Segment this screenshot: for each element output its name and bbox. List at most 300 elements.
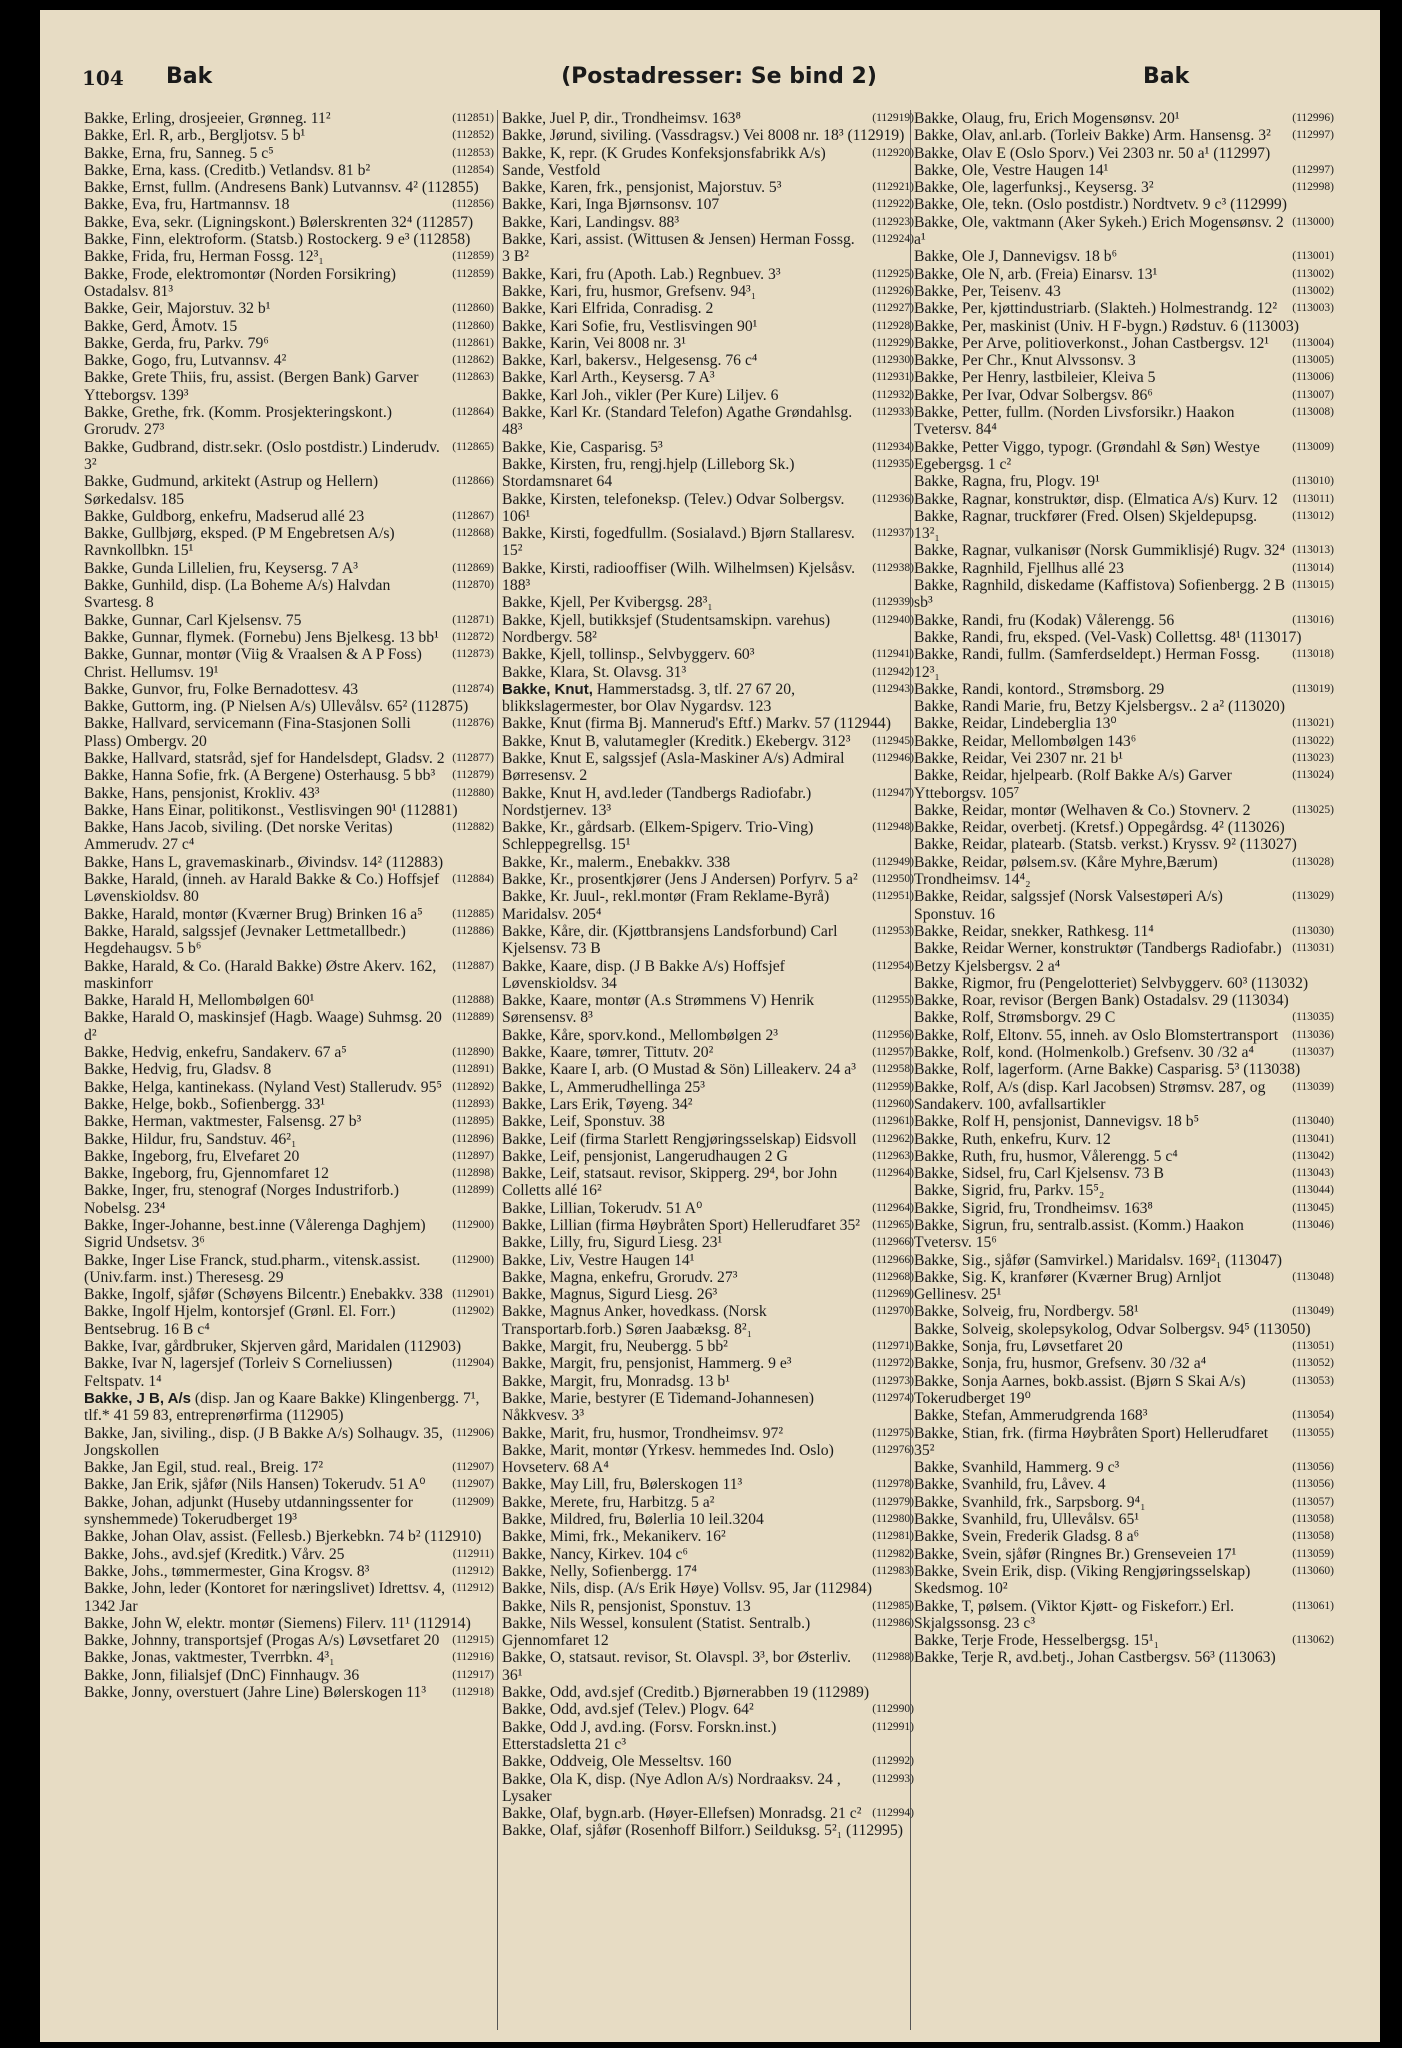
entry-text: Bakke, Kirsti, fogedfullm. (Sosialavd.) Bjørn Stallaresv. 15² xyxy=(502,525,855,560)
entry-text: Bakke, Erl. R, arb., Bergljotsv. 5 b¹ xyxy=(84,127,306,145)
entry-text: Bakke, Ivar N, lagersjef (Torleiv S Corneliussen) Feltspatv. 1⁴ xyxy=(84,1355,393,1390)
entry-text: Bakke, Gunnar, Carl Kjelsensv. 75 xyxy=(84,611,302,629)
entry-number: (112948) xyxy=(872,821,914,834)
directory-entry xyxy=(502,1771,914,1806)
entry-number: (112863) xyxy=(452,371,494,384)
directory-entry xyxy=(914,1649,1334,1666)
entry-number: (113061) xyxy=(1292,1599,1334,1612)
entry-text: Bakke, Jan, siviling., disp. (J B Bakke A/s) Solhaugv. 35, Jongskollen xyxy=(84,1424,443,1459)
directory-entry xyxy=(914,1321,1334,1338)
directory-entry xyxy=(914,318,1334,335)
entry-number: (113057) xyxy=(1292,1495,1334,1508)
entry-number: (112996) xyxy=(1292,112,1334,124)
entry-text: Bakke, Ole, lagerfunksj., Keysersg. 3² xyxy=(914,179,1154,197)
entry-number: (113059) xyxy=(1292,1547,1334,1560)
directory-entry xyxy=(502,1061,914,1078)
entry-number: (112959) xyxy=(872,1080,914,1093)
entry-text: Bakke, Margit, fru, Neubergg. 5 bb² xyxy=(502,1338,728,1356)
entry-number: (113004) xyxy=(1292,336,1334,349)
directory-entry xyxy=(84,231,494,248)
entry-text: Bakke, Mimi, frk., Mekanikerv. 16² xyxy=(502,1528,726,1546)
entry-text: Bakke, Per Arve, politioverkonst., Johan Castbergsv. 12¹ xyxy=(914,334,1270,352)
entry-text: Bakke, May Lill, fru, Bølerskogen 11³ xyxy=(502,1476,743,1494)
entry-text: Bakke, Hans Jacob, siviling. (Det norske Veritas) Ammerudv. 27 c⁴ xyxy=(84,819,393,854)
entry-number: (112971) xyxy=(872,1340,914,1353)
entry-text: Bakke, Olav, anl.arb. (Torleiv Bakke) Arm. Hansensg. 3² xyxy=(914,127,1271,145)
entry-number: (112895) xyxy=(452,1115,494,1128)
entry-number: (113014) xyxy=(1292,561,1334,574)
directory-entry xyxy=(914,196,1334,213)
directory-entry xyxy=(502,1442,914,1477)
directory-entry xyxy=(502,110,914,127)
entry-number: (113018) xyxy=(1292,648,1334,661)
entry-text: Bakke, Reidar, Lindeberglia 13⁰ xyxy=(914,715,1117,733)
directory-entry xyxy=(502,1338,914,1355)
entry-text: Bakke, Johs., avd.sjef (Kreditk.) Vårv. 25 xyxy=(84,1545,345,1563)
entry-number: (112946) xyxy=(872,751,914,764)
entry-number: (112906) xyxy=(452,1426,494,1439)
directory-entry xyxy=(84,1217,494,1252)
entry-text: Bakke, Gudmund, arkitekt (Astrup og Hellern) Sørkedalsv. 185 xyxy=(84,473,379,508)
entry-text: Bakke, Kari, fru, husmor, Grefsenv. 94³₁ xyxy=(502,282,757,300)
entry-number: (113000) xyxy=(1292,215,1334,228)
entry-text: Bakke, Kari, assist. (Wittusen & Jensen) Herman Fossg. 3 B² xyxy=(502,231,855,266)
entry-text: Bakke, Petter, fullm. (Norden Livsforsikr.) Haakon Tvetersv. 84⁴ xyxy=(914,404,1235,439)
entry-number: (113051) xyxy=(1292,1340,1334,1353)
entry-text: Bakke, Svanhild, fru, Ullevålsv. 65¹ xyxy=(914,1511,1140,1529)
directory-entry xyxy=(502,1027,914,1044)
entry-number: (112993) xyxy=(872,1772,914,1785)
directory-entry xyxy=(84,992,494,1009)
entry-text: Bakke, Gunvor, fru, Folke Bernadottesv. 43 xyxy=(84,680,359,698)
entry-number: (112877) xyxy=(452,751,494,764)
entry-text: Bakke, Knut H, avd.leder (Tandbergs Radiofabr.) Nordstjernev. 13³ xyxy=(502,784,812,819)
directory-entry xyxy=(84,1494,494,1529)
entry-number: (113006) xyxy=(1292,371,1334,384)
directory-entry xyxy=(502,612,914,647)
entry-text: Bakke, Leif, Sponstuv. 38 xyxy=(502,1113,665,1131)
entry-number: (113058) xyxy=(1292,1513,1334,1526)
directory-entry xyxy=(502,785,914,820)
directory-entry xyxy=(502,300,914,317)
entry-number: (112985) xyxy=(872,1599,914,1612)
entry-text: Bakke, Odd, avd.sjef (Telev.) Plogv. 64² xyxy=(502,1701,754,1719)
entry-number: (112974) xyxy=(872,1391,914,1404)
entry-text: Bakke, Guldborg, enkefru, Madserud allé 23 xyxy=(84,507,365,525)
entry-number: (113056) xyxy=(1292,1478,1334,1491)
entry-text: Bakke, Grete Thiis, fru, assist. (Bergen Bank) Garver Ytteborgsv. 139³ xyxy=(84,369,419,404)
entry-number: (112904) xyxy=(452,1357,494,1370)
directory-entry xyxy=(502,1822,914,1839)
entry-number: (112900) xyxy=(452,1219,494,1231)
directory-entry xyxy=(84,1096,494,1113)
directory-entry xyxy=(914,1182,1334,1199)
entry-number: (112992) xyxy=(872,1755,914,1768)
directory-entry xyxy=(914,1303,1334,1320)
entry-text: Bakke, Jonny, overstuert (Jahre Line) Bølerskogen 11³ xyxy=(84,1684,427,1702)
directory-entry xyxy=(914,1528,1334,1545)
entry-number: (112864) xyxy=(452,406,494,419)
entry-text: Bakke, Ruth, enkefru, Kurv. 12 xyxy=(914,1130,1111,1148)
entry-number: (112954) xyxy=(872,959,914,972)
directory-entry xyxy=(84,179,494,196)
entry-number: (112953) xyxy=(872,924,914,937)
entry-number: (112928) xyxy=(872,319,914,332)
entry-number: (112907) xyxy=(452,1478,494,1491)
entry-text: Bakke, Terje R, avd.betj., Johan Castbergsv. 56³ (113063) xyxy=(914,1649,1276,1667)
entry-text: Bakke, Ingeborg, fru, Gjennomfaret 12 xyxy=(84,1165,329,1183)
directory-entry xyxy=(84,335,494,352)
entry-number: (112923) xyxy=(872,215,914,228)
entry-text: Bakke, Randi, fru (Kodak) Vålerengg. 56 xyxy=(914,611,1175,629)
entry-text: Bakke, Terje Frode, Hesselbergsg. 15¹₁ xyxy=(914,1632,1160,1650)
entry-text: Bakke, Kari, fru (Apoth. Lab.) Regnbuev. 3³ xyxy=(502,265,781,283)
entry-number: (112949) xyxy=(872,855,914,868)
directory-entry xyxy=(84,785,494,802)
directory-entry xyxy=(914,335,1334,352)
entry-number: (112854) xyxy=(452,163,494,176)
entry-text: Bakke, Rolf, kond. (Holmenkolb.) Grefsenv. 30 /32 a⁴ xyxy=(914,1044,1254,1062)
entry-text: Bakke, Olaf, sjåfør (Rosenhoff Bilforr.) Seilduksg. 5²₁ (112995) xyxy=(502,1822,903,1840)
entry-text: Bakke, Hanna Sofie, frk. (A Bergene) Osterhausg. 5 bb³ xyxy=(84,767,436,785)
entry-number: (112887) xyxy=(452,959,494,972)
directory-entry xyxy=(502,179,914,196)
directory-entry xyxy=(84,127,494,144)
directory-entry xyxy=(914,179,1334,196)
entry-text: Bakke, Hans, pensjonist, Krokliv. 43³ xyxy=(84,784,320,802)
entry-text: Bakke, T, pølsem. (Viktor Kjøtt- og Fiskeforr.) Erl. Skjalgssonsg. 23 c³ xyxy=(914,1597,1235,1632)
entry-number: (112958) xyxy=(872,1063,914,1076)
directory-entry xyxy=(914,1598,1334,1633)
entry-number: (112930) xyxy=(872,354,914,367)
entry-text: Bakke, Randi, fullm. (Samferdseldept.) Herman Fossg. 12³₁ xyxy=(914,646,1260,681)
entry-number: (112981) xyxy=(872,1530,914,1543)
entry-text: Bakke, Johan, adjunkt (Huseby utdanningssenter for synshemmede) Tokerudberget 19³ xyxy=(84,1493,413,1529)
directory-entry xyxy=(914,473,1334,490)
directory-entry xyxy=(84,958,494,993)
entry-number: (113031) xyxy=(1292,942,1334,955)
directory-entry xyxy=(914,646,1334,681)
directory-entry xyxy=(84,1355,494,1390)
entry-text: Bakke, Guttorm, ing. (P Nielsen A/s) Ullevålsv. 65² (112875) xyxy=(84,698,469,716)
entry-text: Bakke, Lillian (firma Høybråten Sport) Hellerudfaret 35² xyxy=(502,1217,860,1234)
directory-entry xyxy=(502,1217,914,1234)
entry-number: (113044) xyxy=(1292,1184,1334,1197)
entry-text: Bakke, Svanhild, frk., Sarpsborg. 9⁴₁ xyxy=(914,1493,1146,1511)
entry-number: (113041) xyxy=(1292,1132,1334,1145)
entry-text: Bakke, Sonja Aarnes, bokb.assist. (Bjørn S Skai A/s) Tokerudberget 19⁰ xyxy=(914,1372,1246,1407)
entry-text: Bakke, Ragna, fru, Plogv. 19¹ xyxy=(914,473,1100,491)
entry-text: Bakke, Kåre, sporv.kond., Mellombølgen 2³ xyxy=(502,1026,778,1044)
entry-number: (112988) xyxy=(872,1651,914,1664)
entry-text: Bakke, Svein, Frederik Gladsg. 8 a⁶ xyxy=(914,1528,1140,1546)
entry-text: Bakke, Leif, pensjonist, Langerudhaugen 2 G xyxy=(502,1147,788,1165)
directory-entry xyxy=(914,1200,1334,1217)
entry-text: Bakke, Gerda, fru, Parkv. 79⁶ xyxy=(84,334,269,352)
entry-number: (112859) xyxy=(452,267,494,280)
entry-text: Bakke, Erna, fru, Sanneg. 5 c⁵ xyxy=(84,144,274,162)
entry-text: Bakke, Karin, Vei 8008 nr. 3¹ xyxy=(502,334,686,352)
entry-text: Bakke, Hallvard, servicemann (Fina-Stasjonen Solli Plass) Ombergv. 20 xyxy=(84,715,411,750)
directory-entry xyxy=(84,1563,494,1580)
entry-number: (112870) xyxy=(452,579,494,592)
directory-entry xyxy=(914,577,1334,612)
entry-text: Bakke, Hildur, fru, Sandstuv. 46²₁ xyxy=(84,1130,297,1148)
entry-number: (113003) xyxy=(1292,302,1334,315)
directory-entry xyxy=(84,1148,494,1165)
entry-number: (112937) xyxy=(872,527,914,540)
entry-text: Bakke, Randi Marie, fru, Betzy Kjelsbergsv.. 2 a² (113020) xyxy=(914,698,1285,716)
entry-number: (112862) xyxy=(452,354,494,367)
directory-entry xyxy=(502,439,914,456)
entry-text: Bakke, Margit, fru, pensjonist, Hammerg. 9 e³ xyxy=(502,1355,792,1373)
entry-number: (112897) xyxy=(452,1149,494,1162)
entry-text: Bakke, Ingolf Hjelm, kontorsjef (Grønl. El. Forr.) Bentsebrug. 16 B c⁴ xyxy=(84,1303,396,1338)
entry-text: Bakke, Svein, sjåfør (Ringnes Br.) Grenseveien 17¹ xyxy=(914,1545,1237,1563)
directory-entry xyxy=(502,491,914,526)
entry-number: (112880) xyxy=(452,786,494,799)
entry-text: Bakke, Gunda Lillelien, fru, Keysersg. 7 A³ xyxy=(84,559,358,577)
directory-entry xyxy=(502,456,914,491)
entry-number: (112983) xyxy=(872,1564,914,1577)
directory-entry xyxy=(502,1684,914,1701)
directory-entry xyxy=(914,1165,1334,1182)
entry-number: (112899) xyxy=(452,1184,494,1197)
entry-text: Bakke, Ragnar, truckfører (Fred. Olsen) Skjeldерupsg. 13²₁ xyxy=(914,507,1258,543)
directory-entry xyxy=(502,681,914,716)
directory-entry xyxy=(502,387,914,404)
entry-text: Bakke, Ole N, arb. (Freia) Einarsv. 13¹ xyxy=(914,265,1158,283)
entry-text: Bakke, Olav E (Oslo Sporv.) Vei 2303 nr. 50 a¹ (112997) xyxy=(914,144,1271,162)
directory-entry xyxy=(84,906,494,923)
entry-text: Bakke, Sigrid, fru, Parkv. 15⁵₂ xyxy=(914,1182,1105,1200)
entry-text: Bakke, Jonas, vaktmester, Tverrbkn. 4³₁ xyxy=(84,1649,335,1667)
entry-text: Bakke, Kari Sofie, fru, Vestlisvingen 90¹ xyxy=(502,317,758,335)
directory-entry xyxy=(502,958,914,993)
directory-entry xyxy=(914,145,1334,162)
entry-number: (112933) xyxy=(872,406,914,419)
entry-text: Bakke, Karen, frk., pensjonist, Majorstuv. 5³ xyxy=(502,179,782,197)
directory-entry xyxy=(84,1131,494,1148)
entry-text: Bakke, J B, A/s (disp. Jan og Kaare Bakke) Klingenbergg. 7¹, tlf.* 41 59 83, entreprenørfirma (112905) xyxy=(84,1389,480,1425)
directory-entry xyxy=(502,646,914,663)
entry-text: Bakke, Svanhild, fru, Låvev. 4 xyxy=(914,1476,1106,1494)
entry-text: Bakke, Liv, Vestre Haugen 14¹ xyxy=(502,1251,695,1269)
entry-number: (113043) xyxy=(1292,1167,1334,1180)
entry-text: Bakke, Gunhild, disp. (La Boheme A/s) Halvdan Svartesg. 8 xyxy=(84,577,391,612)
entry-number: (112979) xyxy=(872,1495,914,1508)
entry-number: (112912) xyxy=(452,1582,494,1595)
entry-text: Bakke, Svanhild, Hammerg. 9 c³ xyxy=(914,1459,1120,1477)
directory-entry xyxy=(84,1252,494,1287)
entry-text: Bakke, Harald, & Co. (Harald Bakke) Østre Akerv. 162, maskinforr xyxy=(84,957,437,992)
entry-number: (113055) xyxy=(1292,1426,1334,1439)
entry-text: Bakke, Kaare I, arb. (O Mustad & Sön) Lilleakerv. 24 a³ xyxy=(502,1061,856,1079)
entry-text: Bakke, Marit, montør (Yrkesv. hemmedes Ind. Oslo) Hovseterv. 68 A⁴ xyxy=(502,1441,834,1477)
directory-entry xyxy=(914,1476,1334,1493)
entry-number: (112934) xyxy=(872,440,914,453)
directory-entry xyxy=(502,196,914,213)
directory-entry xyxy=(84,923,494,958)
column-divider xyxy=(497,110,498,2030)
directory-entry xyxy=(502,1252,914,1269)
directory-entry xyxy=(914,214,1334,249)
entry-text: Bakke, Rigmor, fru (Pengelotteriet) Selvbyggerv. 60³ (113032) xyxy=(914,974,1309,992)
directory-entry xyxy=(84,404,494,439)
header-right-keyword: Bak xyxy=(1143,64,1190,89)
entry-text: Bakke, Frode, elektromontør (Norden Forsikring) Ostadalsv. 81³ xyxy=(84,265,396,300)
entry-text: Bakke, Eva, sekr. (Ligningskont.) Bølerskrenten 32⁴ (112857) xyxy=(84,213,474,231)
entry-text: Bakke, Inger Lise Franck, stud.pharm., vitensk.assist. (Univ.farm. inst.) Theresesg. 29 xyxy=(84,1251,421,1286)
entry-text: Bakke, Harald, (inneh. av Harald Bakke & Co.) Hoffsjef Løvenskioldsv. 80 xyxy=(84,871,440,906)
entry-number: (112961) xyxy=(872,1115,914,1128)
header-center-title: (Postadresser: Se bind 2) xyxy=(561,64,877,89)
directory-entry xyxy=(502,888,914,923)
directory-entry xyxy=(914,1217,1334,1252)
entry-text: Bakke, Jørund, siviling. (Vassdragsv.) Vei 8008 nr. 18³ (112919) xyxy=(502,127,905,145)
directory-entry xyxy=(914,1131,1334,1148)
directory-entry xyxy=(502,1355,914,1372)
entry-number: (113024) xyxy=(1292,769,1334,782)
entry-number: (112969) xyxy=(872,1288,914,1301)
entry-text: Bakke, Hallvard, statsråd, sjef for Handelsdept, Gladsv. 2 xyxy=(84,749,445,767)
entry-number: (112997) xyxy=(1292,163,1334,176)
directory-entry xyxy=(502,733,914,750)
entry-text: Bakke, Kari, Inga Bjørnsonsv. 107 xyxy=(502,196,720,214)
entry-text: Bakke, Reidar, hjelpearb. (Rolf Bakke A/s) Garver Ytteborgsv. 105⁷ xyxy=(914,767,1232,802)
entry-text: Bakke, Grethe, frk. (Komm. Prosjekteringskont.) Grorudv. 27³ xyxy=(84,404,393,439)
entry-number: (113049) xyxy=(1292,1305,1334,1318)
entry-number: (113002) xyxy=(1292,267,1334,280)
directory-entry xyxy=(502,1649,914,1684)
directory-entry xyxy=(502,1269,914,1286)
entry-text: Bakke, Kari Elfrida, Conradisg. 2 xyxy=(502,300,714,318)
entry-number: (112966) xyxy=(872,1253,914,1266)
entry-number: (113037) xyxy=(1292,1046,1334,1059)
entry-number: (112964) xyxy=(872,1201,914,1214)
entry-number: (112927) xyxy=(872,302,914,315)
entry-text: Bakke, Kari, Landingsv. 88³ xyxy=(502,213,680,231)
directory-entry xyxy=(84,681,494,698)
entry-number: (113045) xyxy=(1292,1201,1334,1214)
directory-entry xyxy=(84,145,494,162)
entry-text: Bakke, Svein Erik, disp. (Viking Rengjøringsselskap) Skedsmog. 10² xyxy=(914,1562,1251,1598)
directory-entry xyxy=(84,1061,494,1078)
entry-number: (112859) xyxy=(452,250,494,263)
entry-text: Bakke, Oddveig, Ole Messeltsv. 160 xyxy=(502,1753,732,1771)
entry-number: (112994) xyxy=(872,1807,914,1820)
directory-entry xyxy=(502,1563,914,1580)
entry-text: Bakke, Ragnar, konstruktør, disp. (Elmatica A/s) Kurv. 12 xyxy=(914,490,1278,508)
directory-entry xyxy=(502,283,914,300)
directory-entry xyxy=(914,387,1334,404)
directory-entry xyxy=(914,992,1334,1009)
listing-column-3 xyxy=(914,110,1334,1667)
entry-text: Bakke, Mildred, fru, Bølerlia 10 leil.3204 xyxy=(502,1511,764,1529)
directory-entry xyxy=(914,802,1334,819)
entry-text: Bakke, Kr., gårdsarb. (Elkem-Spigerv. Trio-Ving) Schleppegrellsg. 15¹ xyxy=(502,819,814,854)
entry-text: Bakke, Marie, bestyrer (E Tidemand-Johannesen) Nåkkvesv. 3³ xyxy=(502,1389,814,1425)
entry-number: (112921) xyxy=(872,181,914,194)
directory-entry xyxy=(914,1148,1334,1165)
entry-text: Bakke, Helge, bokb., Sofienbergg. 33¹ xyxy=(84,1095,325,1113)
entry-number: (113040) xyxy=(1292,1115,1334,1128)
entry-number: (112936) xyxy=(872,492,914,505)
directory-entry xyxy=(914,975,1334,992)
entry-text: Bakke, Helga, kantinekass. (Nyland Vest) Stallerudv. 95⁵ xyxy=(84,1078,442,1096)
entry-text: Bakke, John, leder (Kontoret for næringslivet) Idrettsv. 4, 1342 Jar xyxy=(84,1580,446,1615)
entry-text: Bakke, Kjell, Per Kvibergsg. 28³₁ xyxy=(502,594,713,612)
entry-number: (112929) xyxy=(872,336,914,349)
entry-text: Bakke, Sigrun, fru, sentralb.assist. (Komm.) Haakon Tvetersv. 15⁶ xyxy=(914,1217,1244,1252)
entry-number: (112885) xyxy=(452,907,494,920)
entry-number: (113048) xyxy=(1292,1270,1334,1283)
entry-text: Bakke, Knut (firma Bj. Mannerud's Eftf.) Markv. 57 (112944) xyxy=(502,715,891,733)
entry-number: (112963) xyxy=(872,1149,914,1162)
directory-entry xyxy=(914,733,1334,750)
entry-number: (112966) xyxy=(872,1236,914,1249)
directory-entry xyxy=(914,1338,1334,1355)
directory-entry xyxy=(502,560,914,595)
directory-entry xyxy=(914,508,1334,543)
entry-text: Bakke, Per Chr., Knut Alvssonsv. 3 xyxy=(914,352,1136,370)
entry-text: Bakke, Harald, salgssjef (Jevnaker Lettmetallbedr.) Hegdehaugsv. 5 b⁶ xyxy=(84,922,406,958)
directory-entry xyxy=(502,266,914,283)
entry-text: Bakke, Rolf, A/s (disp. Karl Jacobsen) Strømsv. 287, og Sandakerv. 100, avfallsartikler xyxy=(914,1078,1266,1113)
entry-text: Bakke, Sonja, fru, Løvsetfaret 20 xyxy=(914,1338,1123,1356)
entry-text: Bakke, Per Ivar, Odvar Solbergsv. 86⁶ xyxy=(914,386,1153,404)
entry-number: (112935) xyxy=(872,457,914,470)
entry-number: (112876) xyxy=(452,717,494,730)
entry-text: Bakke, Roar, revisor (Bergen Bank) Ostadalsv. 29 (113034) xyxy=(914,992,1289,1010)
directory-entry xyxy=(84,1528,494,1545)
directory-entry xyxy=(84,266,494,301)
entry-number: (113010) xyxy=(1292,475,1334,488)
entry-number: (112926) xyxy=(872,284,914,297)
entry-number: (112941) xyxy=(872,648,914,661)
entry-number: (113008) xyxy=(1292,406,1334,419)
directory-entry xyxy=(502,819,914,854)
entry-number: (112939) xyxy=(872,596,914,609)
entry-number: (113025) xyxy=(1292,803,1334,816)
entry-number: (112940) xyxy=(872,613,914,626)
entry-number: (112945) xyxy=(872,734,914,747)
entry-text: Bakke, Harald O, maskinsjef (Hagb. Waage) Suhmsg. 20 d² xyxy=(84,1009,442,1044)
entry-number: (112866) xyxy=(452,475,494,488)
entry-number: (112891) xyxy=(452,1063,494,1076)
entry-number: (112872) xyxy=(452,630,494,643)
directory-entry xyxy=(84,767,494,784)
directory-entry xyxy=(914,854,1334,889)
directory-entry xyxy=(914,491,1334,508)
entry-text: Bakke, Petter Viggo, typogr. (Grøndahl & Søn) Westye Egebergsg. 1 c² xyxy=(914,438,1260,473)
entry-text: Bakke, Erna, kass. (Creditb.) Vetlandsv. 81 b² xyxy=(84,161,371,179)
entry-number: (112902) xyxy=(452,1305,494,1318)
entry-text: Bakke, Johs., tømmermester, Gina Krogsv. 8³ xyxy=(84,1562,370,1580)
entry-number: (113002) xyxy=(1292,284,1334,297)
entry-number: (113011) xyxy=(1292,492,1334,505)
entry-number: (113028) xyxy=(1292,855,1334,868)
directory-entry xyxy=(914,162,1334,179)
entry-text: Bakke, Geir, Majorstuv. 32 b¹ xyxy=(84,300,271,318)
directory-entry xyxy=(84,1632,494,1649)
directory-entry xyxy=(84,1338,494,1355)
entry-text: Bakke, Nils R, pensjonist, Sponstuv. 13 xyxy=(502,1597,751,1615)
directory-entry xyxy=(914,352,1334,369)
entry-number: (112968) xyxy=(872,1270,914,1283)
directory-entry xyxy=(84,525,494,560)
entry-number: (112917) xyxy=(452,1668,494,1681)
